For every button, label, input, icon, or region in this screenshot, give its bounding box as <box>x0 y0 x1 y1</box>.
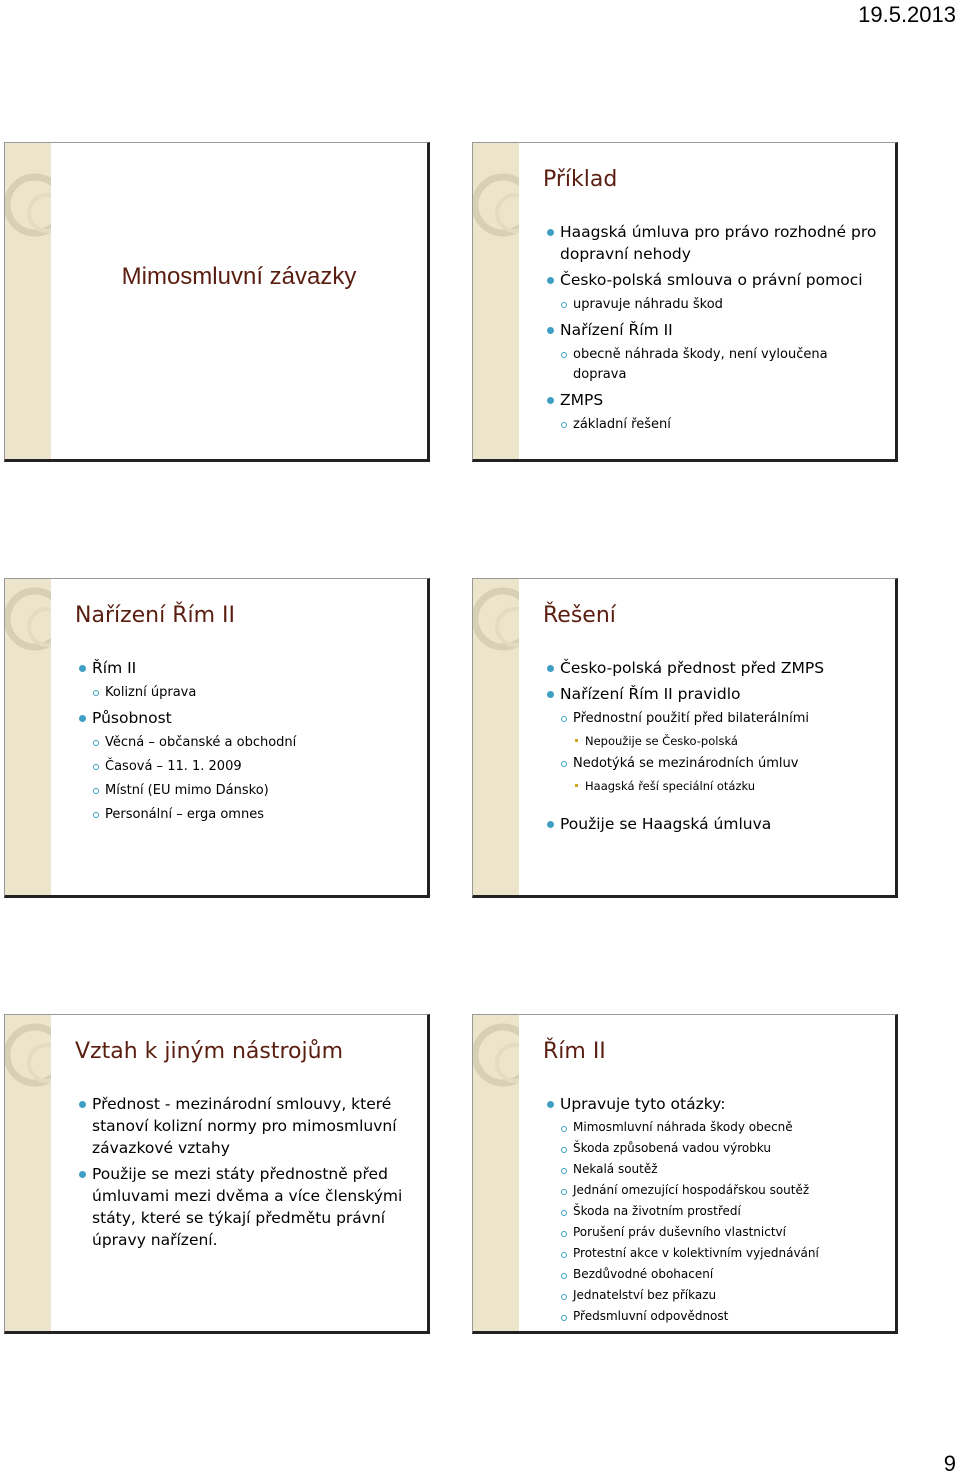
bullet-text: ZMPS <box>560 391 604 409</box>
sub-bullet-item <box>547 415 881 435</box>
sub-bullet-item <box>547 1287 881 1304</box>
bullet-dot-icon <box>547 691 554 698</box>
bullet-item <box>547 657 881 679</box>
sub-sub-bullet-text: Nepoužije se Česko-polská <box>585 734 738 748</box>
bullet-dot-icon <box>547 1101 554 1108</box>
bullet-ring-icon <box>561 1273 567 1279</box>
bullet-ring-icon <box>561 1294 567 1300</box>
sub-bullet-text: Jednatelství bez příkazu <box>573 1288 717 1302</box>
sub-bullet-item <box>547 709 881 729</box>
bullet-item <box>547 813 881 835</box>
slide-body <box>79 657 413 829</box>
sub-bullet-text: obecně náhrada škody, není vyloučena doprava <box>573 347 828 382</box>
sub-bullet-text: Místní (EU mimo Dánsko) <box>105 783 269 798</box>
slide-3 <box>4 578 430 898</box>
bullet-dot-icon <box>79 1171 86 1178</box>
swirl-decoration-icon <box>473 579 519 699</box>
bullet-dot-icon <box>547 229 554 236</box>
bullet-text: Haagská úmluva pro právo rozhodné pro dopravní nehody <box>560 223 877 263</box>
bullet-dot-icon <box>79 1101 86 1108</box>
sub-sub-bullet-text: Haagská řeší speciální otázku <box>585 779 756 793</box>
slide-body <box>547 1093 881 1329</box>
bullet-ring-icon <box>93 690 99 696</box>
slide-title: Vztah k jiným nástrojům <box>75 1039 344 1064</box>
sub-bullet-item <box>79 805 413 825</box>
bullet-text: Řím II <box>92 659 137 677</box>
sub-bullet-text: Bezdůvodné obohacení <box>573 1267 714 1281</box>
bullet-item <box>547 269 881 291</box>
sub-bullet-item <box>547 1140 881 1157</box>
slide-1 <box>4 142 430 462</box>
swirl-decoration-icon <box>5 143 51 263</box>
sub-bullet-item <box>547 1161 881 1178</box>
slide-decor-strip <box>5 143 51 459</box>
bullet-ring-icon <box>561 352 567 358</box>
swirl-decoration-icon <box>473 143 519 263</box>
bullet-item <box>79 657 413 679</box>
bullet-dot-icon <box>547 665 554 672</box>
bullet-ring-icon <box>93 788 99 794</box>
slide-5 <box>4 1014 430 1334</box>
bullet-dot-icon <box>547 277 554 284</box>
bullet-ring-icon <box>561 1147 567 1153</box>
bullet-ring-icon <box>93 812 99 818</box>
slide-title: Řešení <box>543 603 616 628</box>
sub-bullet-item <box>547 754 881 774</box>
bullet-square-icon <box>575 739 578 742</box>
bullet-text: Přednost - mezinárodní smlouvy, které stanoví kolizní normy pro mimosmluvní závazkové vztahy <box>92 1095 397 1157</box>
sub-bullet-item <box>547 1266 881 1283</box>
bullet-text: Nařízení Řím II pravidlo <box>560 685 741 703</box>
bullet-dot-icon <box>547 397 554 404</box>
bullet-ring-icon <box>93 764 99 770</box>
slide-decor-strip <box>5 579 51 895</box>
page-number: 9 <box>943 1451 956 1476</box>
slide-title: Řím II <box>543 1039 606 1064</box>
bullet-text: Česko-polská přednost před ZMPS <box>560 659 825 677</box>
sub-bullet-text: Jednání omezující hospodářskou soutěž <box>573 1183 810 1197</box>
slide-body <box>79 1093 413 1255</box>
swirl-decoration-icon <box>5 1015 51 1135</box>
sub-bullet-text: Protestní akce v kolektivním vyjednávání <box>573 1246 819 1260</box>
print-date: 19.5.2013 <box>858 2 956 27</box>
bullet-text: Použije se mezi státy přednostně před úmluvami mezi dvěma a více členskými státy, které se týkají předmětu právní úpravy nařízení. <box>92 1165 403 1249</box>
bullet-item <box>547 1093 881 1115</box>
bullet-dot-icon <box>79 715 86 722</box>
bullet-ring-icon <box>561 761 567 767</box>
slide-body <box>547 221 881 439</box>
swirl-decoration-icon <box>5 579 51 699</box>
bullet-text: Česko-polská smlouva o právní pomoci <box>560 271 863 289</box>
bullet-ring-icon <box>561 716 567 722</box>
sub-bullet-item <box>79 683 413 703</box>
slide-title: Příklad <box>543 167 618 192</box>
bullet-ring-icon <box>93 740 99 746</box>
bullet-ring-icon <box>561 1126 567 1132</box>
sub-bullet-text: Škoda způsobená vadou výrobku <box>573 1141 772 1155</box>
sub-bullet-item <box>547 295 881 315</box>
sub-bullet-item <box>547 1119 881 1136</box>
slide-decor-strip <box>473 143 519 459</box>
slide-body <box>547 657 881 839</box>
sub-bullet-text: Porušení práv duševního vlastnictví <box>573 1225 786 1239</box>
bullet-ring-icon <box>561 1252 567 1258</box>
sub-bullet-item <box>547 345 881 385</box>
slide-title: Nařízení Řím II <box>75 603 236 628</box>
bullet-square-icon <box>575 784 578 787</box>
bullet-ring-icon <box>561 1168 567 1174</box>
slide-4 <box>472 578 898 898</box>
sub-bullet-text: Kolizní úprava <box>105 685 197 700</box>
bullet-text: Nařízení Řím II <box>560 321 673 339</box>
slide-2 <box>472 142 898 462</box>
bullet-item <box>79 707 413 729</box>
sub-bullet-text: Mimosmluvní náhrada škody obecně <box>573 1120 793 1134</box>
bullet-ring-icon <box>561 422 567 428</box>
sub-bullet-item <box>79 781 413 801</box>
sub-bullet-item <box>547 1182 881 1199</box>
bullet-ring-icon <box>561 1189 567 1195</box>
bullet-ring-icon <box>561 1231 567 1237</box>
sub-bullet-item <box>547 1245 881 1262</box>
sub-bullet-item <box>547 1308 881 1325</box>
sub-sub-bullet-item <box>547 733 881 750</box>
sub-bullet-text: Časová – 11. 1. 2009 <box>105 759 242 774</box>
bullet-dot-icon <box>547 327 554 334</box>
sub-bullet-text: základní řešení <box>573 417 671 432</box>
sub-bullet-text: Přednostní použití před bilaterálními <box>573 711 809 726</box>
sub-bullet-item <box>547 1203 881 1220</box>
slide-decor-strip <box>5 1015 51 1331</box>
slide-6 <box>472 1014 898 1334</box>
swirl-decoration-icon <box>473 1015 519 1135</box>
bullet-dot-icon <box>547 821 554 828</box>
bullet-ring-icon <box>561 302 567 308</box>
sub-bullet-item <box>79 757 413 777</box>
bullet-dot-icon <box>79 665 86 672</box>
bullet-text: Použije se Haagská úmluva <box>560 815 772 833</box>
bullet-text: Působnost <box>92 709 172 727</box>
sub-bullet-text: Nekalá soutěž <box>573 1162 658 1176</box>
bullet-text: Upravuje tyto otázky: <box>560 1095 726 1113</box>
bullet-item <box>79 1093 413 1159</box>
sub-bullet-text: Věcná – občanské a obchodní <box>105 735 297 750</box>
slide-decor-strip <box>473 579 519 895</box>
spacer <box>547 799 881 813</box>
bullet-item <box>79 1163 413 1251</box>
bullet-item <box>547 319 881 341</box>
sub-sub-bullet-item <box>547 778 881 795</box>
sub-bullet-text: Personální – erga omnes <box>105 807 264 822</box>
bullet-item <box>547 389 881 411</box>
sub-bullet-item <box>79 733 413 753</box>
sub-bullet-text: Škoda na životním prostředí <box>573 1204 741 1218</box>
slide-decor-strip <box>473 1015 519 1331</box>
sub-bullet-text: Nedotýká se mezinárodních úmluv <box>573 756 799 771</box>
sub-bullet-text: Předsmluvní odpovědnost <box>573 1309 729 1323</box>
bullet-item <box>547 221 881 265</box>
bullet-item <box>547 683 881 705</box>
bullet-ring-icon <box>561 1315 567 1321</box>
bullet-ring-icon <box>561 1210 567 1216</box>
sub-bullet-item <box>547 1224 881 1241</box>
slide-title: Mimosmluvní závazky <box>121 263 357 290</box>
sub-bullet-text: upravuje náhradu škod <box>573 297 723 312</box>
